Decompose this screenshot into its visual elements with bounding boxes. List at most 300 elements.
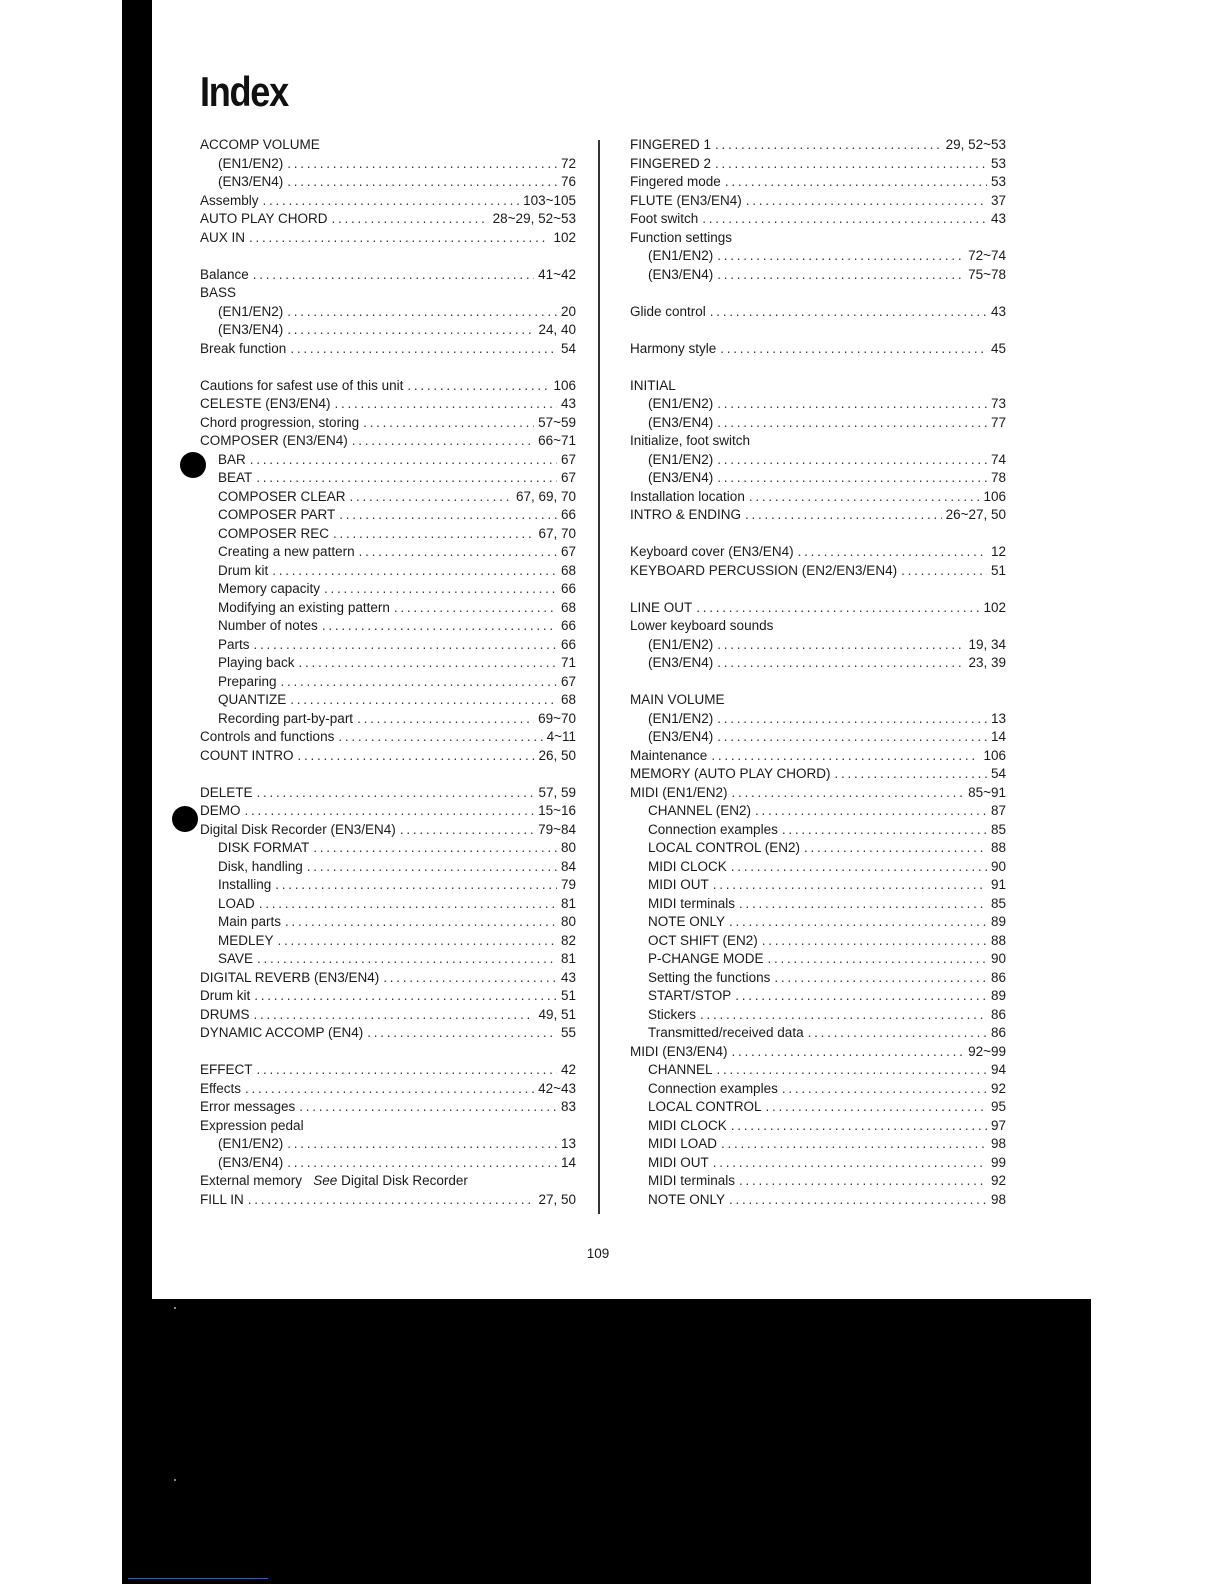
index-spacer xyxy=(626,284,1006,303)
index-term-text: Harmony style xyxy=(630,340,717,356)
dot-leader xyxy=(278,932,557,951)
dot-leader xyxy=(711,747,979,766)
index-term xyxy=(200,747,294,766)
index-term xyxy=(630,155,711,174)
index-spacer xyxy=(196,1043,576,1062)
index-term-text: CELESTE (EN3/EN4) xyxy=(200,396,331,411)
page-reference: 69~70 xyxy=(538,710,576,726)
index-term-text: Drum kit xyxy=(200,988,251,1003)
index-term xyxy=(200,969,379,988)
index-term xyxy=(630,488,745,507)
index-term-text: Fingered mode xyxy=(630,174,721,189)
index-term-text: (EN1/EN2) xyxy=(218,1136,284,1151)
dot-leader xyxy=(307,858,557,877)
page-reference: 102 xyxy=(983,599,1006,615)
index-term xyxy=(200,1191,244,1210)
index-term-text: Drum kit xyxy=(218,562,269,578)
page-reference: 68 xyxy=(560,562,576,578)
index-subentry xyxy=(626,469,1006,488)
page-reference: 99 xyxy=(990,1154,1006,1170)
index-term-text: LOCAL CONTROL xyxy=(648,1099,762,1114)
dot-leader xyxy=(299,654,557,673)
dot-leader xyxy=(407,377,549,396)
dot-leader xyxy=(313,839,557,858)
scan-margin-left xyxy=(0,0,122,1584)
index-spacer xyxy=(196,358,576,377)
index-term xyxy=(648,728,713,747)
index-term xyxy=(648,1135,717,1154)
index-term-text: BASS xyxy=(200,285,237,300)
index-term xyxy=(218,839,309,858)
page-reference: 19, 34 xyxy=(968,636,1006,652)
index-subentry xyxy=(626,802,1006,821)
dot-leader xyxy=(710,303,987,322)
index-entry xyxy=(626,691,1006,710)
index-term-text: ACCOMP VOLUME xyxy=(200,137,320,152)
index-term xyxy=(218,691,286,710)
index-term xyxy=(200,821,396,840)
dot-leader xyxy=(735,987,987,1006)
index-entry xyxy=(196,821,576,840)
index-term-text: Preparing xyxy=(218,673,277,689)
index-entry xyxy=(626,173,1006,192)
index-term-text: MIDI terminals xyxy=(648,895,736,911)
index-term xyxy=(630,173,721,192)
see-reference-label: See xyxy=(313,1173,338,1188)
index-term xyxy=(200,802,241,821)
dot-leader xyxy=(717,266,964,285)
page-reference: 81 xyxy=(560,895,576,911)
dot-leader xyxy=(272,562,557,581)
index-term-text: (EN3/EN4) xyxy=(648,655,714,670)
index-term-text: Lower keyboard sounds xyxy=(630,618,774,633)
index-entry xyxy=(196,1098,576,1117)
page-reference: 53 xyxy=(990,174,1006,189)
index-term-text: AUX IN xyxy=(200,229,246,245)
index-subentry xyxy=(196,710,576,729)
index-subentry xyxy=(196,691,576,710)
dot-leader xyxy=(717,728,987,747)
dot-leader xyxy=(739,1172,987,1191)
dot-leader xyxy=(299,1098,557,1117)
dot-leader xyxy=(357,710,534,729)
page-reference: 94 xyxy=(990,1062,1006,1077)
index-subentry xyxy=(196,950,576,969)
index-term-text: COUNT INTRO xyxy=(200,747,294,763)
dot-leader xyxy=(259,895,557,914)
index-subentry xyxy=(196,321,576,340)
index-entry xyxy=(626,1043,1006,1062)
index-term xyxy=(200,1024,363,1043)
index-subentry xyxy=(626,1154,1006,1173)
page-reference: 79 xyxy=(560,877,576,892)
page-reference: 14 xyxy=(990,729,1006,744)
dot-leader xyxy=(804,839,987,858)
index-subentry xyxy=(196,155,576,174)
index-subentry xyxy=(626,266,1006,285)
index-term xyxy=(648,469,713,488)
dot-leader xyxy=(749,488,980,507)
index-subentry xyxy=(626,247,1006,266)
dot-leader xyxy=(746,192,987,211)
index-term-text: Main parts xyxy=(218,914,282,929)
index-entry xyxy=(196,747,576,766)
index-term-text: (EN3/EN4) xyxy=(648,266,714,282)
index-term xyxy=(218,932,274,951)
index-subentry xyxy=(196,451,576,470)
page-reference: 102 xyxy=(553,229,576,245)
index-term-text: DYNAMIC ACCOMP (EN4) xyxy=(200,1025,364,1040)
index-term xyxy=(218,599,390,618)
index-term xyxy=(648,876,709,895)
index-term xyxy=(200,340,286,359)
index-term xyxy=(200,1117,304,1136)
scan-bottom-shadow xyxy=(122,1299,1091,1584)
index-subentry xyxy=(626,1117,1006,1136)
index-entry xyxy=(196,395,576,414)
index-term-text: LOAD xyxy=(218,895,255,911)
index-term xyxy=(218,469,252,488)
index-term-text: Initialize, foot switch xyxy=(630,433,751,448)
index-term xyxy=(630,506,741,525)
index-entry xyxy=(196,210,576,229)
page-reference: 92~99 xyxy=(968,1043,1006,1059)
page-reference: 54 xyxy=(560,340,576,356)
index-entry xyxy=(196,414,576,433)
page-reference: 85 xyxy=(990,821,1006,837)
index-term-text: Disk, handling xyxy=(218,858,303,874)
index-term-text: P-CHANGE MODE xyxy=(648,951,764,966)
page-reference: 85 xyxy=(990,895,1006,911)
page-reference: 92 xyxy=(990,1080,1006,1096)
index-subentry xyxy=(196,562,576,581)
index-entry xyxy=(196,784,576,803)
dot-leader xyxy=(287,1154,557,1173)
dot-leader xyxy=(717,654,964,673)
index-subentry xyxy=(626,1191,1006,1210)
index-term-text: DIGITAL REVERB (EN3/EN4) xyxy=(200,969,380,985)
index-subentry xyxy=(626,895,1006,914)
dot-leader xyxy=(725,173,987,192)
page-reference: 66 xyxy=(560,636,576,652)
index-subentry xyxy=(626,969,1006,988)
index-entry xyxy=(626,192,1006,211)
dot-leader xyxy=(717,469,987,488)
scan-edge-shadow xyxy=(122,0,152,1299)
index-spacer xyxy=(196,247,576,266)
index-entry xyxy=(196,1117,576,1136)
index-term-text: MIDI (EN3/EN4) xyxy=(630,1043,728,1059)
page-reference: 71 xyxy=(560,655,576,670)
index-term-text: MIDI CLOCK xyxy=(648,858,727,874)
page-reference: 89 xyxy=(990,914,1006,929)
index-entry xyxy=(626,377,1006,396)
index-term-text: BAR xyxy=(218,451,246,467)
dot-leader xyxy=(249,229,549,248)
index-column-left xyxy=(196,136,576,1209)
index-entry xyxy=(196,802,576,821)
dot-leader xyxy=(287,1135,557,1154)
dot-leader xyxy=(290,340,557,359)
dot-leader xyxy=(700,1006,987,1025)
index-subentry xyxy=(626,950,1006,969)
dot-leader xyxy=(717,414,987,433)
index-term xyxy=(648,247,713,266)
index-term xyxy=(648,395,713,414)
index-entry xyxy=(196,284,576,303)
index-entry xyxy=(626,340,1006,359)
page-reference: 106 xyxy=(983,488,1006,504)
index-entry xyxy=(196,1172,576,1191)
page-reference: 98 xyxy=(990,1191,1006,1207)
dot-leader xyxy=(287,155,557,174)
dot-leader xyxy=(720,340,987,359)
dot-leader xyxy=(285,913,557,932)
index-term xyxy=(648,1191,725,1210)
index-entry xyxy=(196,728,576,747)
index-term xyxy=(218,321,283,340)
index-term-text: Modifying an existing pattern xyxy=(218,599,390,615)
page-reference: 20 xyxy=(560,303,576,319)
index-term-text: Maintenance xyxy=(630,747,708,763)
dot-leader xyxy=(782,821,987,840)
index-term-text: AUTO PLAY CHORD xyxy=(200,211,328,226)
column-divider xyxy=(598,140,600,1214)
index-entry xyxy=(626,155,1006,174)
dot-leader xyxy=(245,1080,534,1099)
see-reference-target: Digital Disk Recorder xyxy=(341,1173,468,1188)
page-reference: 84 xyxy=(560,858,576,874)
index-subentry xyxy=(196,673,576,692)
index-term-text: FILL IN xyxy=(200,1191,244,1207)
dot-leader xyxy=(257,1061,557,1080)
index-entry xyxy=(626,229,1006,248)
dot-leader xyxy=(298,747,535,766)
dot-leader xyxy=(257,950,557,969)
page-reference: 66 xyxy=(560,581,576,596)
index-term xyxy=(630,432,750,451)
index-term xyxy=(218,173,283,192)
index-term xyxy=(200,284,236,303)
dot-leader xyxy=(901,562,987,581)
index-subentry xyxy=(626,728,1006,747)
index-term-text: MEMORY (AUTO PLAY CHORD) xyxy=(630,766,831,781)
dot-leader xyxy=(798,543,987,562)
index-term xyxy=(218,451,246,470)
page-reference: 76 xyxy=(560,174,576,189)
dot-leader xyxy=(363,414,534,433)
index-term-text: MEDLEY xyxy=(218,932,274,948)
dot-leader xyxy=(250,451,557,470)
dot-leader xyxy=(713,1154,987,1173)
page-reference: 67, 70 xyxy=(538,525,576,541)
index-term-text: Glide control xyxy=(630,303,706,319)
page-reference: 42 xyxy=(560,1062,576,1077)
index-term xyxy=(648,266,713,285)
index-term xyxy=(218,673,277,692)
dot-leader xyxy=(715,155,987,174)
index-term-text: Function settings xyxy=(630,229,733,245)
page-reference: 67 xyxy=(560,673,576,689)
dot-leader xyxy=(721,1135,987,1154)
index-entry xyxy=(626,617,1006,636)
index-term xyxy=(648,1080,778,1099)
index-subentry xyxy=(626,987,1006,1006)
index-term-text: Stickers xyxy=(648,1006,697,1022)
page-reference: 27, 50 xyxy=(538,1191,576,1207)
index-term-text: Playing back xyxy=(218,655,295,670)
index-term-text: DRUMS xyxy=(200,1006,250,1022)
index-subentry xyxy=(626,1172,1006,1191)
index-term-text: Effects xyxy=(200,1080,242,1096)
index-term-text: KEYBOARD PERCUSSION (EN2/EN3/EN4) xyxy=(630,562,898,578)
index-term xyxy=(218,1154,283,1173)
dot-leader xyxy=(253,266,534,285)
dot-leader xyxy=(383,969,557,988)
dot-leader xyxy=(352,432,534,451)
page-reference: 57, 59 xyxy=(538,784,576,800)
dot-leader xyxy=(367,1024,557,1043)
page-reference: 88 xyxy=(990,840,1006,855)
page-reference: 26~27, 50 xyxy=(945,507,1006,522)
index-spacer xyxy=(626,358,1006,377)
index-spacer xyxy=(626,673,1006,692)
index-entry xyxy=(196,432,576,451)
dot-leader xyxy=(254,987,557,1006)
dot-leader xyxy=(287,321,534,340)
index-term xyxy=(648,895,735,914)
index-term-text: OCT SHIFT (EN2) xyxy=(648,932,758,948)
index-term xyxy=(630,303,706,322)
index-term xyxy=(200,1172,468,1191)
index-entry xyxy=(626,136,1006,155)
index-term xyxy=(218,1135,283,1154)
index-entry xyxy=(626,488,1006,507)
page-reference: 88 xyxy=(990,932,1006,948)
index-subentry xyxy=(626,654,1006,673)
index-term-text: CHANNEL (EN2) xyxy=(648,803,752,818)
index-term xyxy=(218,895,255,914)
index-term-text: (EN3/EN4) xyxy=(648,414,714,430)
page-reference: 68 xyxy=(560,599,576,615)
dot-leader xyxy=(808,1024,987,1043)
dot-leader xyxy=(835,765,987,784)
index-column-right xyxy=(626,136,1006,1209)
index-term xyxy=(630,136,711,155)
index-term xyxy=(218,617,318,636)
index-entry xyxy=(626,432,1006,451)
index-term-text: INITIAL xyxy=(630,377,676,393)
page-reference: 43 xyxy=(560,969,576,985)
index-entry xyxy=(196,1191,576,1210)
dot-leader xyxy=(766,1098,987,1117)
index-term xyxy=(648,654,713,673)
page-reference: 43 xyxy=(560,396,576,411)
index-term xyxy=(218,654,295,673)
dot-leader xyxy=(287,173,557,192)
dot-leader xyxy=(732,1043,965,1062)
index-term-text: (EN3/EN4) xyxy=(648,729,714,744)
index-term xyxy=(200,210,328,229)
page-reference: 43 xyxy=(990,211,1006,226)
dot-leader xyxy=(248,1191,535,1210)
page-reference: 77 xyxy=(990,414,1006,430)
page-reference: 13 xyxy=(560,1136,576,1151)
index-subentry xyxy=(626,1024,1006,1043)
index-subentry xyxy=(626,1080,1006,1099)
dot-leader xyxy=(290,691,557,710)
index-term xyxy=(218,710,353,729)
index-subentry xyxy=(626,710,1006,729)
page-reference: 90 xyxy=(990,951,1006,966)
index-entry xyxy=(626,210,1006,229)
page-reference: 83 xyxy=(560,1099,576,1114)
index-term xyxy=(200,229,245,248)
index-term xyxy=(648,858,727,877)
index-spacer xyxy=(626,525,1006,544)
index-term xyxy=(648,839,800,858)
index-subentry xyxy=(626,932,1006,951)
index-term-text: Controls and functions xyxy=(200,729,335,744)
dot-leader xyxy=(245,802,535,821)
index-term xyxy=(648,932,758,951)
index-term xyxy=(630,765,831,784)
index-term-text: (EN1/EN2) xyxy=(218,155,284,171)
dot-leader xyxy=(762,932,987,951)
index-subentry xyxy=(626,1061,1006,1080)
index-term-text: Error messages xyxy=(200,1099,296,1114)
page-reference: 49, 51 xyxy=(538,1006,576,1022)
index-term-text: Installing xyxy=(218,877,272,892)
index-term xyxy=(630,340,716,359)
index-subentry xyxy=(196,895,576,914)
index-term xyxy=(648,1117,727,1136)
index-subentry xyxy=(196,506,576,525)
index-term-text: Creating a new pattern xyxy=(218,544,355,559)
index-term-text: (EN3/EN4) xyxy=(218,1154,284,1170)
index-term-text: Installation location xyxy=(630,488,745,504)
dot-leader xyxy=(324,580,557,599)
dust-speck xyxy=(174,1479,176,1481)
dot-leader xyxy=(696,599,979,618)
page-title: Index xyxy=(200,68,288,115)
page-reference: 29, 52~53 xyxy=(945,137,1006,152)
index-term-text: External memory xyxy=(200,1173,303,1188)
index-term-text: INTRO & ENDING xyxy=(630,507,742,522)
index-term xyxy=(630,784,728,803)
index-term xyxy=(200,377,403,396)
page-reference: 91 xyxy=(990,877,1006,892)
index-term-text: (EN1/EN2) xyxy=(648,396,714,411)
page-reference: 67 xyxy=(560,451,576,467)
index-entry xyxy=(626,506,1006,525)
index-term xyxy=(200,1006,250,1025)
index-term xyxy=(218,506,335,525)
index-term-text: (EN3/EN4) xyxy=(218,322,284,337)
index-term xyxy=(218,636,250,655)
index-subentry xyxy=(196,488,576,507)
index-term xyxy=(218,913,281,932)
index-term-text: MIDI (EN1/EN2) xyxy=(630,784,728,800)
page-reference: 90 xyxy=(990,858,1006,874)
index-term-text: BEAT xyxy=(218,470,253,485)
index-term xyxy=(200,784,253,803)
index-subentry xyxy=(196,617,576,636)
index-term-text: Balance xyxy=(200,266,249,282)
dot-leader xyxy=(717,451,987,470)
index-term xyxy=(218,580,320,599)
dot-leader xyxy=(732,784,965,803)
